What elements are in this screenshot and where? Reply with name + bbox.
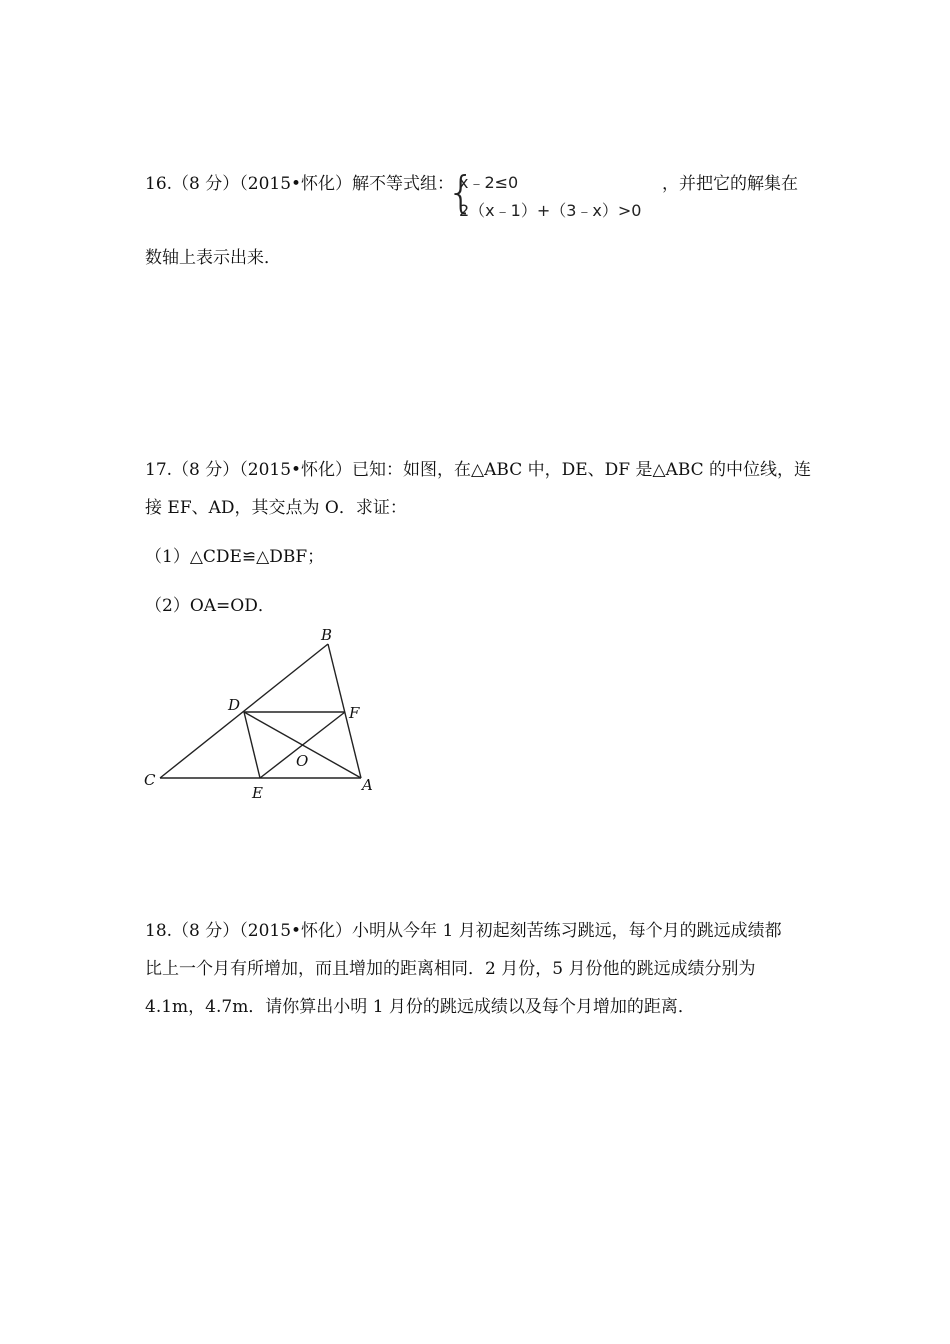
q17-part1: （1）△CDE≌△DBF；: [145, 547, 325, 567]
left-brace-icon: {: [447, 167, 475, 218]
label-C: C: [144, 771, 156, 789]
inequality-2: 2（x﹣1）+（3﹣x）>0: [459, 201, 642, 220]
q16-prefix: 16.（8 分）（2015•怀化）解不等式组：: [145, 174, 455, 194]
label-O: O: [296, 752, 309, 770]
label-E: E: [252, 784, 263, 802]
q17-part2: （2）OA=OD．: [145, 596, 275, 616]
label-A: A: [362, 776, 373, 794]
segment-DE: [244, 712, 260, 778]
triangle-diagram: [140, 622, 390, 807]
label-B: B: [321, 626, 333, 644]
triangle-figure: [140, 622, 390, 807]
q18-line1: 18.（8 分）（2015•怀化）小明从今年 1 月初起刻苦练习跳远，每个月的跳远成绩都: [145, 921, 782, 941]
q17-line1: 17.（8 分）（2015•怀化）已知：如图，在△ABC 中，DE、DF 是△ABC 的中位线，连: [145, 460, 812, 480]
q16-suffix: ，并把它的解集在: [662, 174, 798, 194]
q18-line2: 比上一个月有所增加，而且增加的距离相同．2 月份，5 月份他的跳远成绩分别为: [145, 959, 756, 979]
inequality-1: x﹣2≤0: [459, 173, 519, 192]
q18-line3: 4.1m，4.7m．请你算出小明 1 月份的跳远成绩以及每个月增加的距离．: [145, 997, 695, 1017]
label-F: F: [349, 704, 360, 722]
q16-line2: 数轴上表示出来．: [145, 248, 281, 268]
label-D: D: [228, 696, 241, 714]
q17-line2: 接 EF、AD，其交点为 O．求证：: [145, 498, 407, 518]
